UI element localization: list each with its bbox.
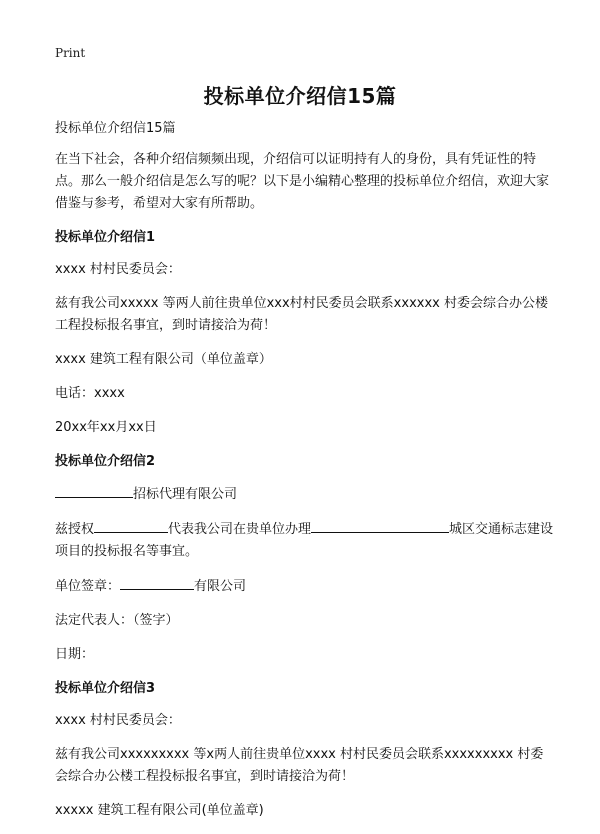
section-1-heading: 投标单位介绍信1 <box>55 230 156 245</box>
section-2-legal-rep: 法定代表人：（签字） <box>55 613 179 628</box>
section-2-recipient <box>55 483 555 506</box>
section-1-salutation: xxxx 村村民委员会： <box>55 262 181 277</box>
seal-suffix: 有限公司 <box>194 579 247 594</box>
section-2-date: 日期： <box>55 647 95 662</box>
section-1-date: 20xx年xx月xx日 <box>55 420 157 435</box>
delegate-blank <box>94 518 168 533</box>
recipient-suffix: 招标代理有限公司 <box>133 487 238 502</box>
recipient-blank <box>55 483 133 498</box>
page-title: 投标单位介绍信15篇 <box>203 84 397 108</box>
body-part-2: 代表我公司在贵单位办理 <box>168 522 312 537</box>
section-3-heading: 投标单位介绍信3 <box>55 681 156 696</box>
document-body <box>55 118 555 834</box>
print-label: Print <box>55 46 86 60</box>
seal-blank <box>120 575 194 590</box>
section-3-body: 兹有我公司xxxxxxxxx 等x两人前往贵单位xxxx 村村民委员会联系xxxxxxxxx 村委会综合办公楼工程投标报名事宜，到时请接洽为荷！ <box>55 747 544 784</box>
body-part-3: 城区交通标志建设项目的投标报名等事宜。 <box>55 522 554 559</box>
section-3-signature: xxxxx 建筑工程有限公司(单位盖章) <box>55 803 264 818</box>
section-2-seal <box>55 575 555 598</box>
section-1-signature: xxxx 建筑工程有限公司（单位盖章） <box>55 352 272 367</box>
section-1-phone: 电话：xxxx <box>55 386 125 401</box>
body-part-1: 兹授权 <box>55 522 95 537</box>
section-1-body: 兹有我公司xxxxx 等两人前往贵单位xxx村村民委员会联系xxxxxx 村委会综合办公楼工程投标报名事宜，到时请接洽为荷！ <box>55 296 548 333</box>
section-3-salutation: xxxx 村村民委员会： <box>55 713 181 728</box>
section-2-body <box>55 518 555 563</box>
intro-paragraph: 在当下社会，各种介绍信频频出现，介绍信可以证明持有人的身份，具有凭证性的特点。那么一般介绍信是怎么写的呢？以下是小编精心整理的投标单位介绍信，欢迎大家借鉴与参考，希望对大家有所帮助。 <box>55 152 550 211</box>
section-2-heading: 投标单位介绍信2 <box>55 454 156 469</box>
document-subtitle: 投标单位介绍信15篇 <box>55 121 176 136</box>
project-blank <box>311 518 449 533</box>
seal-label: 单位签章： <box>55 579 121 594</box>
